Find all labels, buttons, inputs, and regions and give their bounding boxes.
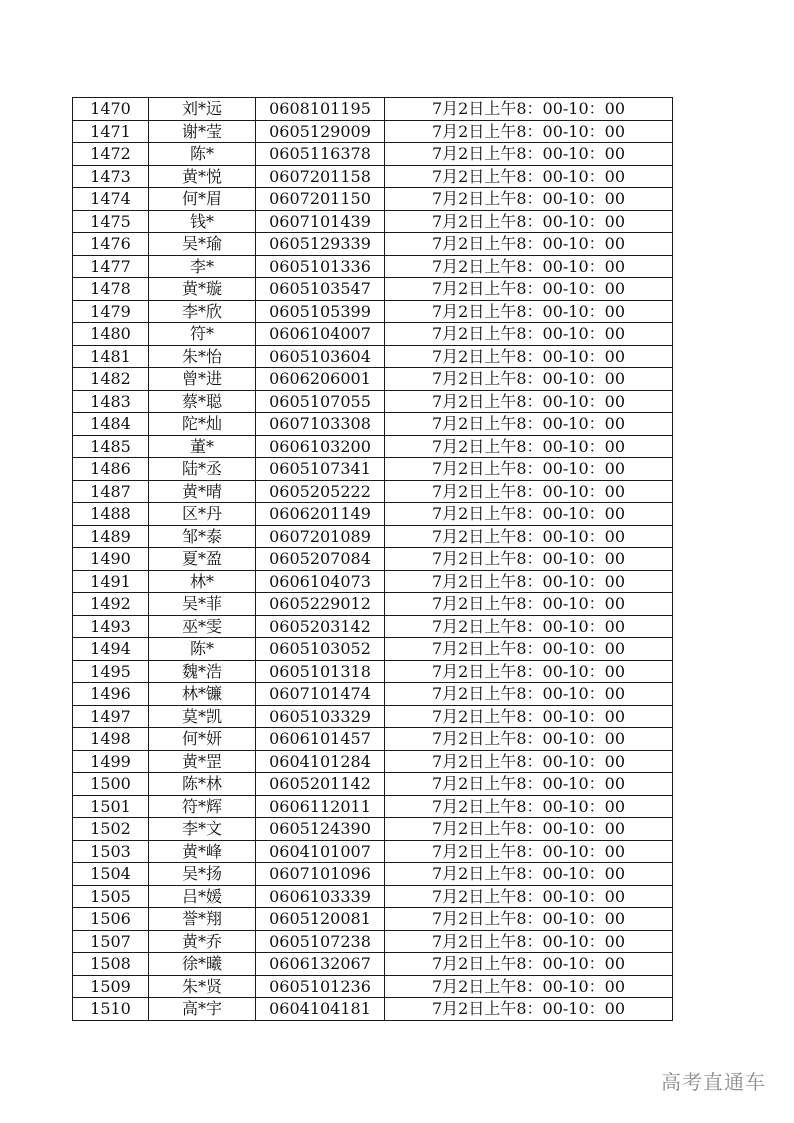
- student-name-cell: 李*文: [149, 818, 256, 841]
- seq-number-cell: 1509: [73, 975, 149, 998]
- exam-time-cell: 7月2日上午8：00-10：00: [385, 615, 673, 638]
- student-id-cell: 0606132067: [256, 953, 385, 976]
- student-name-cell: 黄*璇: [149, 278, 256, 301]
- student-name-cell: 魏*浩: [149, 660, 256, 683]
- table-row: [73, 458, 673, 481]
- exam-time-cell: 7月2日上午8：00-10：00: [385, 233, 673, 256]
- exam-time-cell: 7月2日上午8：00-10：00: [385, 683, 673, 706]
- table-row: [73, 570, 673, 593]
- table-row: [73, 98, 673, 121]
- exam-time-cell: 7月2日上午8：00-10：00: [385, 143, 673, 166]
- seq-number-cell: 1502: [73, 818, 149, 841]
- table-row: [73, 705, 673, 728]
- table-row: [73, 885, 673, 908]
- seq-number-cell: 1480: [73, 323, 149, 346]
- student-name-cell: 谢*莹: [149, 120, 256, 143]
- student-name-cell: 朱*贤: [149, 975, 256, 998]
- table-row: [73, 188, 673, 211]
- seq-number-cell: 1501: [73, 795, 149, 818]
- exam-time-cell: 7月2日上午8：00-10：00: [385, 930, 673, 953]
- student-id-cell: 0607201158: [256, 165, 385, 188]
- seq-number-cell: 1506: [73, 908, 149, 931]
- exam-time-cell: 7月2日上午8：00-10：00: [385, 345, 673, 368]
- table-row: [73, 615, 673, 638]
- seq-number-cell: 1482: [73, 368, 149, 391]
- seq-number-cell: 1485: [73, 435, 149, 458]
- table-row: [73, 525, 673, 548]
- seq-number-cell: 1478: [73, 278, 149, 301]
- student-name-cell: 朱*怡: [149, 345, 256, 368]
- table-row: [73, 165, 673, 188]
- student-id-cell: 0605107341: [256, 458, 385, 481]
- seq-number-cell: 1472: [73, 143, 149, 166]
- student-id-cell: 0606101457: [256, 728, 385, 751]
- table-row: [73, 953, 673, 976]
- exam-time-cell: 7月2日上午8：00-10：00: [385, 188, 673, 211]
- student-id-cell: 0605103604: [256, 345, 385, 368]
- student-name-cell: 黄*罡: [149, 750, 256, 773]
- student-id-cell: 0604101007: [256, 840, 385, 863]
- student-id-cell: 0606112011: [256, 795, 385, 818]
- seq-number-cell: 1483: [73, 390, 149, 413]
- student-id-cell: 0606201149: [256, 503, 385, 526]
- table-row: [73, 750, 673, 773]
- exam-time-cell: 7月2日上午8：00-10：00: [385, 480, 673, 503]
- student-id-cell: 0605101318: [256, 660, 385, 683]
- student-name-cell: 黄*乔: [149, 930, 256, 953]
- exam-time-cell: 7月2日上午8：00-10：00: [385, 323, 673, 346]
- student-id-cell: 0605201142: [256, 773, 385, 796]
- student-id-cell: 0605129009: [256, 120, 385, 143]
- student-id-cell: 0605105399: [256, 300, 385, 323]
- student-name-cell: 何*妍: [149, 728, 256, 751]
- student-id-cell: 0605207084: [256, 548, 385, 571]
- table-row: [73, 210, 673, 233]
- seq-number-cell: 1497: [73, 705, 149, 728]
- seq-number-cell: 1500: [73, 773, 149, 796]
- student-name-cell: 黄*晴: [149, 480, 256, 503]
- student-name-cell: 符*: [149, 323, 256, 346]
- student-name-cell: 刘*远: [149, 98, 256, 121]
- watermark: 高考直通车: [661, 1070, 766, 1094]
- table-row: [73, 413, 673, 436]
- exam-time-cell: 7月2日上午8：00-10：00: [385, 458, 673, 481]
- seq-number-cell: 1486: [73, 458, 149, 481]
- exam-time-cell: 7月2日上午8：00-10：00: [385, 210, 673, 233]
- student-name-cell: 徐*曦: [149, 953, 256, 976]
- exam-time-cell: 7月2日上午8：00-10：00: [385, 278, 673, 301]
- exam-time-cell: 7月2日上午8：00-10：00: [385, 863, 673, 886]
- seq-number-cell: 1487: [73, 480, 149, 503]
- exam-time-cell: 7月2日上午8：00-10：00: [385, 773, 673, 796]
- student-id-cell: 0605103547: [256, 278, 385, 301]
- seq-number-cell: 1492: [73, 593, 149, 616]
- student-name-cell: 陈*: [149, 638, 256, 661]
- student-id-cell: 0607101474: [256, 683, 385, 706]
- exam-time-cell: 7月2日上午8：00-10：00: [385, 908, 673, 931]
- seq-number-cell: 1475: [73, 210, 149, 233]
- student-name-cell: 李*欣: [149, 300, 256, 323]
- table-row: [73, 143, 673, 166]
- seq-number-cell: 1476: [73, 233, 149, 256]
- seq-number-cell: 1495: [73, 660, 149, 683]
- table-row: [73, 908, 673, 931]
- table-row: [73, 120, 673, 143]
- table-row: [73, 323, 673, 346]
- table-row: [73, 638, 673, 661]
- student-id-cell: 0605205222: [256, 480, 385, 503]
- student-id-cell: 0605120081: [256, 908, 385, 931]
- student-name-cell: 区*丹: [149, 503, 256, 526]
- table-row: [73, 503, 673, 526]
- seq-number-cell: 1507: [73, 930, 149, 953]
- table-row: [73, 390, 673, 413]
- student-id-cell: 0608101195: [256, 98, 385, 121]
- exam-time-cell: 7月2日上午8：00-10：00: [385, 998, 673, 1021]
- student-id-cell: 0605101236: [256, 975, 385, 998]
- exam-time-cell: 7月2日上午8：00-10：00: [385, 638, 673, 661]
- exam-time-cell: 7月2日上午8：00-10：00: [385, 593, 673, 616]
- seq-number-cell: 1504: [73, 863, 149, 886]
- table-row: [73, 480, 673, 503]
- student-id-cell: 0607103308: [256, 413, 385, 436]
- student-id-cell: 0606206001: [256, 368, 385, 391]
- table-row: [73, 728, 673, 751]
- student-name-cell: 何*眉: [149, 188, 256, 211]
- student-id-cell: 0607101439: [256, 210, 385, 233]
- table-row: [73, 300, 673, 323]
- student-id-cell: 0606104007: [256, 323, 385, 346]
- student-id-cell: 0605101336: [256, 255, 385, 278]
- table-row: [73, 818, 673, 841]
- student-name-cell: 邹*泰: [149, 525, 256, 548]
- student-id-cell: 0607101096: [256, 863, 385, 886]
- student-name-cell: 黄*峰: [149, 840, 256, 863]
- seq-number-cell: 1477: [73, 255, 149, 278]
- seq-number-cell: 1493: [73, 615, 149, 638]
- exam-time-cell: 7月2日上午8：00-10：00: [385, 840, 673, 863]
- student-id-cell: 0607201089: [256, 525, 385, 548]
- student-name-cell: 陈*林: [149, 773, 256, 796]
- exam-time-cell: 7月2日上午8：00-10：00: [385, 98, 673, 121]
- student-id-cell: 0605103329: [256, 705, 385, 728]
- exam-time-cell: 7月2日上午8：00-10：00: [385, 705, 673, 728]
- seq-number-cell: 1479: [73, 300, 149, 323]
- student-id-cell: 0605203142: [256, 615, 385, 638]
- student-name-cell: 陈*: [149, 143, 256, 166]
- exam-time-cell: 7月2日上午8：00-10：00: [385, 525, 673, 548]
- table-row: [73, 233, 673, 256]
- student-name-cell: 夏*盈: [149, 548, 256, 571]
- table-row: [73, 930, 673, 953]
- exam-time-cell: 7月2日上午8：00-10：00: [385, 300, 673, 323]
- student-name-cell: 巫*雯: [149, 615, 256, 638]
- student-name-cell: 钱*: [149, 210, 256, 233]
- student-id-cell: 0605107238: [256, 930, 385, 953]
- seq-number-cell: 1470: [73, 98, 149, 121]
- exam-time-cell: 7月2日上午8：00-10：00: [385, 660, 673, 683]
- table-row: [73, 345, 673, 368]
- exam-schedule-table: [72, 97, 673, 1021]
- exam-time-cell: 7月2日上午8：00-10：00: [385, 795, 673, 818]
- seq-number-cell: 1490: [73, 548, 149, 571]
- table-body: [73, 98, 673, 1021]
- table-row: [73, 548, 673, 571]
- table-row: [73, 863, 673, 886]
- seq-number-cell: 1503: [73, 840, 149, 863]
- student-name-cell: 李*: [149, 255, 256, 278]
- student-name-cell: 符*辉: [149, 795, 256, 818]
- exam-time-cell: 7月2日上午8：00-10：00: [385, 390, 673, 413]
- exam-time-cell: 7月2日上午8：00-10：00: [385, 885, 673, 908]
- seq-number-cell: 1473: [73, 165, 149, 188]
- seq-number-cell: 1498: [73, 728, 149, 751]
- exam-time-cell: 7月2日上午8：00-10：00: [385, 120, 673, 143]
- seq-number-cell: 1491: [73, 570, 149, 593]
- table-row: [73, 795, 673, 818]
- table-row: [73, 975, 673, 998]
- student-name-cell: 陀*灿: [149, 413, 256, 436]
- student-name-cell: 黄*悦: [149, 165, 256, 188]
- exam-time-cell: 7月2日上午8：00-10：00: [385, 503, 673, 526]
- student-name-cell: 蔡*聪: [149, 390, 256, 413]
- table-row: [73, 773, 673, 796]
- table-row: [73, 840, 673, 863]
- exam-time-cell: 7月2日上午8：00-10：00: [385, 165, 673, 188]
- table-row: [73, 593, 673, 616]
- student-name-cell: 曾*进: [149, 368, 256, 391]
- seq-number-cell: 1505: [73, 885, 149, 908]
- seq-number-cell: 1496: [73, 683, 149, 706]
- seq-number-cell: 1484: [73, 413, 149, 436]
- student-id-cell: 0605229012: [256, 593, 385, 616]
- student-name-cell: 陆*丞: [149, 458, 256, 481]
- exam-time-cell: 7月2日上午8：00-10：00: [385, 435, 673, 458]
- student-id-cell: 0607201150: [256, 188, 385, 211]
- seq-number-cell: 1499: [73, 750, 149, 773]
- student-name-cell: 吴*菲: [149, 593, 256, 616]
- exam-time-cell: 7月2日上午8：00-10：00: [385, 975, 673, 998]
- table-row: [73, 278, 673, 301]
- student-id-cell: 0606103200: [256, 435, 385, 458]
- student-id-cell: 0605124390: [256, 818, 385, 841]
- student-name-cell: 林*: [149, 570, 256, 593]
- seq-number-cell: 1488: [73, 503, 149, 526]
- student-name-cell: 董*: [149, 435, 256, 458]
- student-id-cell: 0605129339: [256, 233, 385, 256]
- seq-number-cell: 1508: [73, 953, 149, 976]
- table-row: [73, 660, 673, 683]
- student-name-cell: 吴*瑜: [149, 233, 256, 256]
- exam-time-cell: 7月2日上午8：00-10：00: [385, 728, 673, 751]
- seq-number-cell: 1510: [73, 998, 149, 1021]
- seq-number-cell: 1481: [73, 345, 149, 368]
- table-row: [73, 368, 673, 391]
- student-name-cell: 吕*媛: [149, 885, 256, 908]
- exam-time-cell: 7月2日上午8：00-10：00: [385, 750, 673, 773]
- exam-time-cell: 7月2日上午8：00-10：00: [385, 818, 673, 841]
- exam-time-cell: 7月2日上午8：00-10：00: [385, 255, 673, 278]
- seq-number-cell: 1489: [73, 525, 149, 548]
- student-name-cell: 莫*凯: [149, 705, 256, 728]
- exam-time-cell: 7月2日上午8：00-10：00: [385, 570, 673, 593]
- table-row: [73, 435, 673, 458]
- student-name-cell: 高*宇: [149, 998, 256, 1021]
- student-id-cell: 0604101284: [256, 750, 385, 773]
- student-id-cell: 0605116378: [256, 143, 385, 166]
- student-id-cell: 0605107055: [256, 390, 385, 413]
- student-name-cell: 林*镰: [149, 683, 256, 706]
- exam-time-cell: 7月2日上午8：00-10：00: [385, 953, 673, 976]
- seq-number-cell: 1494: [73, 638, 149, 661]
- table-row: [73, 998, 673, 1021]
- exam-time-cell: 7月2日上午8：00-10：00: [385, 413, 673, 436]
- student-name-cell: 吴*扬: [149, 863, 256, 886]
- exam-time-cell: 7月2日上午8：00-10：00: [385, 548, 673, 571]
- student-id-cell: 0606104073: [256, 570, 385, 593]
- student-id-cell: 0605103052: [256, 638, 385, 661]
- seq-number-cell: 1471: [73, 120, 149, 143]
- seq-number-cell: 1474: [73, 188, 149, 211]
- student-id-cell: 0606103339: [256, 885, 385, 908]
- student-name-cell: 誉*翔: [149, 908, 256, 931]
- student-id-cell: 0604104181: [256, 998, 385, 1021]
- table-row: [73, 683, 673, 706]
- table-row: [73, 255, 673, 278]
- exam-time-cell: 7月2日上午8：00-10：00: [385, 368, 673, 391]
